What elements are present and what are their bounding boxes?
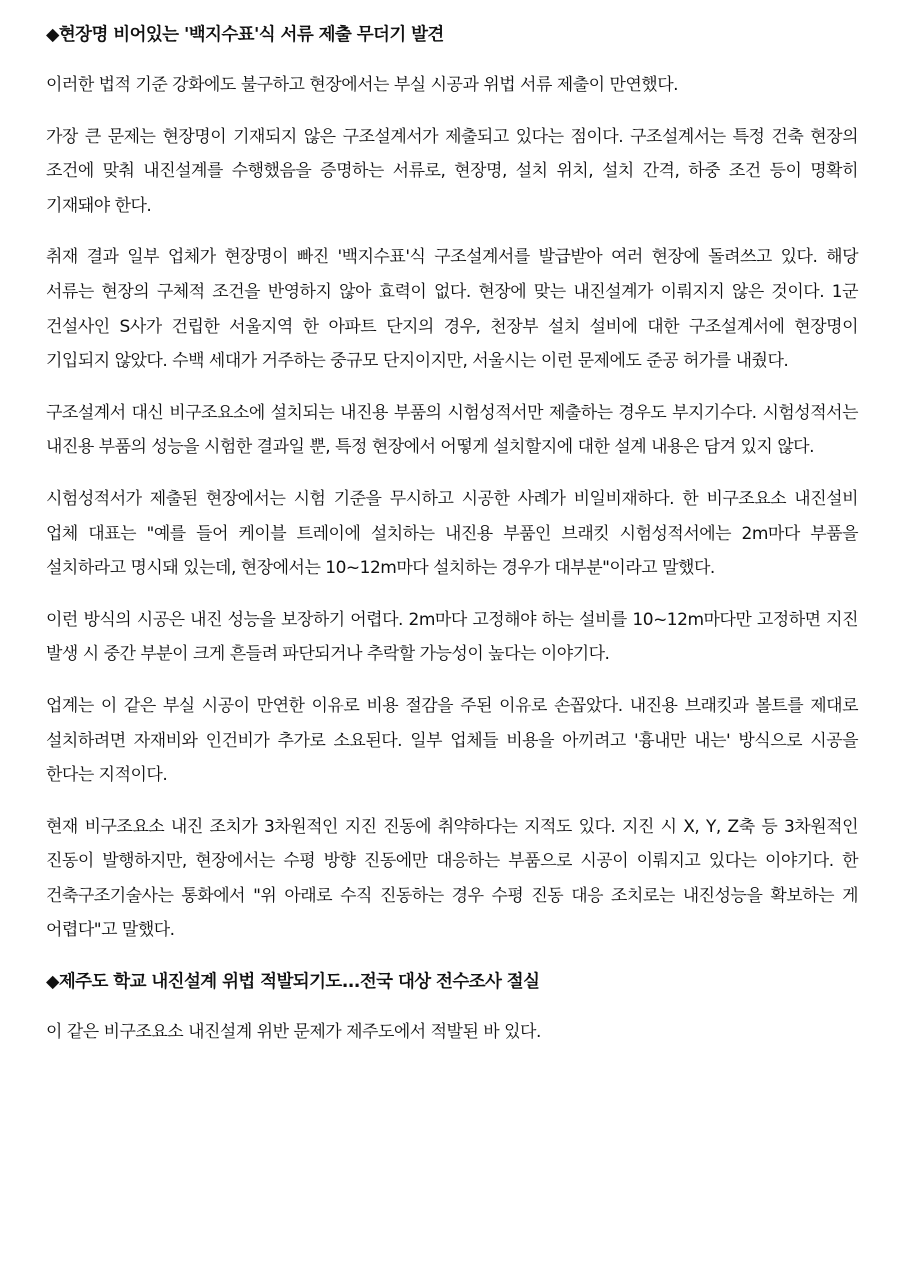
- paragraph-performance-risk: 이런 방식의 시공은 내진 성능을 보장하기 어렵다. 2m마다 고정해야 하는 설비를 10~12m마다만 고정하면 지진 발생 시 중간 부분이 크게 흔들려 파단되거나 추락할 가능성이 높다는 이야기다.: [46, 609, 858, 665]
- paragraph-reuse-documents: 취재 결과 일부 업체가 현장명이 빠진 '백지수표'식 구조설계서를 발급받아 여러 현장에 돌려쓰고 있다. 해당 서류는 현장의 구체적 조건을 반영하지 않아 효력이 없다. 현장에 맞는 내진설계가 이뤄지지 않은 것이다. 1군 건설사인 S사가 건립한 서울지역 한 아파트 단지의 경우, 천장부 설치 설비에 대한 구조설계서에 현장명이 기입되지 않았다. 수백 세대가 거주하는 중규모 단지이지만, 서울시는 이런 문제에도 준공 허가를 내줬다.: [46, 247, 858, 372]
- section-heading-jeju: ◆제주도 학교 내진설계 위법 적발되기도...전국 대상 전수조사 절실: [46, 972, 540, 993]
- paragraph-test-reports: 구조설계서 대신 비구조요소에 설치되는 내진용 부품의 시험성적서만 제출하는 경우도 부지기수다. 시험성적서는 내진용 부품의 성능을 시험한 결과일 뿐, 특정 현장에서 어떻게 설치할지에 대한 설계 내용은 담겨 있지 않다.: [46, 402, 858, 458]
- paragraph-ignored-standards: 시험성적서가 제출된 현장에서는 시험 기준을 무시하고 시공한 사례가 비일비재하다. 한 비구조요소 내진설비 업체 대표는 "예를 들어 케이블 트레이에 설치하는 내진용 부품인 브래킷 시험성적서에는 2m마다 부품을 설치하라고 명시돼 있는데, 현장에서는 10~12m마다 설치하는 경우가 대부분"이라고 말했다.: [46, 488, 858, 579]
- paragraph-site-name-missing: 가장 큰 문제는 현장명이 기재되지 않은 구조설계서가 제출되고 있다는 점이다. 구조설계서는 특정 건축 현장의 조건에 맞춰 내진설계를 수행했음을 증명하는 서류로, 현장명, 설치 위치, 설치 간격, 하중 조건 등이 명확히 기재돼야 한다.: [46, 126, 858, 216]
- article-body: [46, 18, 858, 1067]
- paragraph-cost-cutting: 업계는 이 같은 부실 시공이 만연한 이유로 비용 절감을 주된 이유로 손꼽았다. 내진용 브래킷과 볼트를 제대로 설치하려면 자재비와 인건비가 추가로 소요된다. 일부 업체들 비용을 아끼려고 '흉내만 내는' 방식으로 시공을 한다는 지적이다.: [46, 695, 858, 786]
- section-heading-blank-check: ◆현장명 비어있는 '백지수표'식 서류 제출 무더기 발견: [46, 25, 444, 45]
- paragraph-3d-vibration: 현재 비구조요소 내진 조치가 3차원적인 지진 진동에 취약하다는 지적도 있다. 지진 시 X, Y, Z축 등 3차원적인 진동이 발행하지만, 현장에서는 수평 방향 진동에만 대응하는 부품으로 시공이 이뤄지고 있다는 이야기다. 한 건축구조기술사는 통화에서 "위 아래로 수직 진동하는 경우 수평 진동 대응 조치로는 내진성능을 확보하는 게 어렵다"고 말했다.: [46, 816, 858, 941]
- paragraph-intro: 이러한 법적 기준 강화에도 불구하고 현장에서는 부실 시공과 위법 서류 제출이 만연했다.: [46, 75, 679, 95]
- paragraph-jeju-violation: 이 같은 비구조요소 내진설계 위반 문제가 제주도에서 적발된 바 있다.: [46, 1022, 541, 1043]
